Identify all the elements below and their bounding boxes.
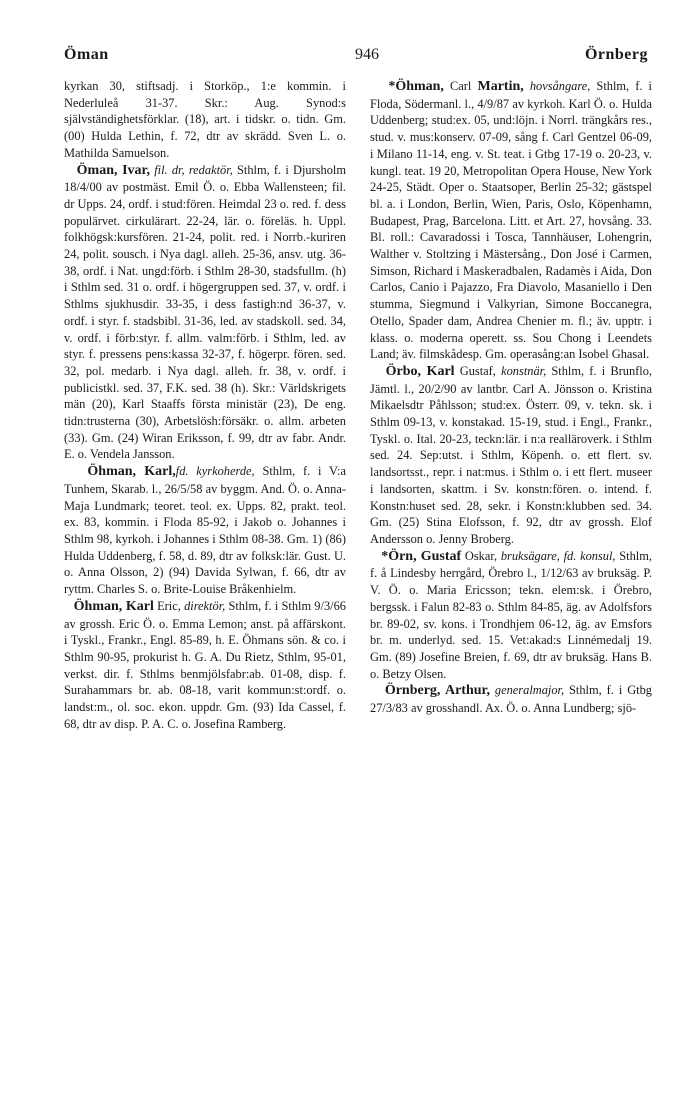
entry-text: Sthlm, f. i V:a Tunhem, Skarab. l., 26/5/58 av byggm. And. Ö. o. Anna-Maja Lundmark; teoret. teol. ex. Upps. 82, prakt. teol. ex. 83, kommin. i Floda 85-92, i Jakob o. Johannes i Sthlm 98, kyrkoh. i Johannes i Sthlm 08-38. Gm. 1) (86) Hulda Uddenberg, f. 58, d. 89, dtr av folksk:lär. Gust. U. o. Anna Olsson, 2) (94) Davida Sylwan, f. 66, dtr av ryttm. Charles S. o. Brite-Louise Bråkenhielm. [64,464,346,597]
entry-forenames: Oskar, [461,548,498,563]
entry-title: fd. kyrkoherde, [175,464,255,479]
entry-orn-gustaf [370,548,652,683]
entry-text: Sthlm, f. i Sthlm 9/3/66 av grossh. Eric Ö. o. Emma Lemon; anst. på affärskont. i Tyskl., Frankr., Engl. 85-89, h. E. Öhmans sön. & co. i Sthlm 90-95, prokurist h. G. A. Du Rietz, Sthlm, 95-01, verkst. dir. f. Sthlms benmjölsfabr:ab. 01-08, disp. f. Surahammars br. ab. 08-18, varit kommun:st:ordf. o. landst:m., ol. soc. ekon. uppdr. Gm. (93) Ida Cassel, f. 68, dtr av disp. P. A. C. o. Josefina Ramberg. [64,598,346,731]
entry-text: Sthlm, f. i Gtbg 27/3/83 av grosshandl. Ax. Ö. o. Anna Lundberg; sjö- [370,683,652,716]
entry-title: bruksägare, fd. konsul, [500,548,616,563]
entry-title: hovsångare, [529,79,591,93]
running-header [64,40,652,68]
header-right-word: Örnberg [584,46,648,63]
header-left-word: Öman [64,46,109,63]
entry-ohman-karl-eric [64,598,346,733]
entry-name: *Örn, Gustaf [381,548,462,564]
entry-orbo-karl [370,363,652,548]
entry-text: Sthlm, f. å Lindesby herrgård, Örebro l., 1/12/63 av bruksäg. P. V. Ö. o. Maria Ericsson; tekn. elem:sk. i Örebro, bergssk. i Falun 82-83 o. Sthlm 84-85, äg. av Adolfsfors br. 89-02, sv. kons. i Trondhjem 06-12, äg. av Emsfors br. m. underlyd. sed. 15. Vet:akad:s Linnémedalj 19. Gm. (89) Josefine Breien, f. 69, dtr av bruksäg. Hans B. o. Betzy Olsen. [370,548,652,681]
left-column [64,78,346,732]
text-columns [64,78,652,732]
entry-ohman-karl-kyrkoherde [64,463,346,598]
entry-text: kyrkan 30, stiftsadj. i Storköp., 1:e kommin. i Nederluleå 31-37. Skr.: Aug. Synod:s självständighetsförklar. (18), art. i tidskr. o. tidn. Gm. (00) Hulda Lethin, f. 72, dtr av skrädd. Sven L. o. Mathilda Samuelson. [64,79,346,160]
entry-name: Örbo, Karl [385,363,455,379]
entry-forenames: Gustaf, [454,363,496,378]
entry-ornberg-arthur [370,682,652,716]
entry-title: direktör, [184,598,226,613]
entry-ohman-carl-martin [370,78,652,363]
entry-title: fil. dr, redaktör, [154,162,233,177]
entry-name: Öman, Ivar, [76,162,150,178]
entry-forenames: Carl [443,79,478,93]
entry-name: *Öhman, [388,79,444,94]
right-column [370,78,652,732]
entry-name: Öhman, Karl, [87,464,176,480]
entry-title: konstnär, [501,363,547,378]
entry-continuation [64,78,346,162]
entry-name: Örnberg, Arthur, [384,683,490,699]
entry-forenames: Eric, [153,598,181,613]
entry-text: Sthlm, f. i Djursholm 18/4/00 av postmäst. Emil Ö. o. Ebba Wallensteen; fil. dr Upps. 24, ordf. i stud:fören. Heimdal 23 o. red. f. dess populärvet. cirkulärart. 22-24, lär. o. föreläs. h. Uppl. folkhögsk:kursfören. 21-24, polit. red. i Norrb.-kuriren 24, polit. sousch. i Nya dagl. alleh. 25-36, ansv. utg. 36-38, ordf. i Nat. ungd:förb. i Sthlm 28-30, stadsfullm. (h) i Sthlm sed. 31 o. ordf. i högergruppen sed. 37, v. ordf. i Sthlms sjukhusdir. 33-35, i dess fastigh:nd 36-37, v. ordf. i styr. f. stadsbibl. 31-36, led. av stadskoll. sed. 34, v. ordf. i förb:styr. f. allm. valm:förb. i Sthlm, led. av styr. f. pressens pens:kassa 32-37, f. högerpr. fören. sed. 32, pol. medarb. i Nya dagl. alleh. fr. 38, v. ordf. i publicistkl. sed. 37, F.K. sed. 38 (h). Skr.: Världskrigets män (20), Karl Staaffs första ministär (23), De eng. tidn:trusterna (30), Arbetslösh:försäkr. o. allm. arbeten (33). Gm. (24) Wiran Eriksson, f. 99, dtr av fabr. Andr. E. o. Vendela Jansson. [64,162,347,462]
entry-text: Sthlm, f. i Brunflo, Jämtl. l., 20/2/90 av lantbr. Carl A. Jönsson o. Kristina Mikaelsdtr Påhlsson; stud:ex. Österr. 09, v. tekn. sk. i Sthlm 09-13, v. konstakad. 15-19, stud. i Engl., Frankr., Tyskl. o. Ital. 20-23, teckn:lär. i n:a realläroverk. i Sthlm sed. 24. Sep:utst. i Sthlm, Köpenh. o. ett flert. sv. landsortsst., repr. i nat:mus. i Sthlm o. i ett flert. museer i landsorten, skattm. i Sv. konstn:fören. o. intend. f. Konstn:huset sed. 28, sekr. i Konstn:klubben sed. 34. Gm. (25) Stina Elofsson, f. 92, dtr av grossh. Elof Andersson o. Jenny Broberg. [370,363,653,546]
entry-oman-ivar [64,162,346,464]
entry-name-second: Martin, [477,79,524,94]
entry-name: Öhman, Karl [73,598,154,614]
entry-text: Sthlm, f. i Floda, Södermanl. l., 4/9/87 av kyrkoh. Karl Ö. o. Hulda Uddenberg; stud:ex. 05, und:löjn. i Norrl. trängkårs res., stud. v. mus:konserv. 07-09, sång f. Carl Gentzel 06-09, i Milano 11-14, eng. v. St. teat. i Gtbg 17-19 o. 20-23, v. kungl. teat. 19 20, Metropolitan Opera House, New York 24-25, Städt. Oper o. Staatsoper, Berlin 25-32; gästspel bl. a. i London, Berlin, Wien, Paris, Oslo, Köpenhamn, Budapest, Prag, Barcelona. Litt. et Art. 27, hovsång. 33. Bl. roll.: Cavaradossi i Tosca, Tannhäuser, Lohengrin, Walther v. Stoltzing i Mästersång., Don José i Carmen, Simson, Richard i Maskeradbalen, Radamès i Aida, Don Carlos, Canio i Pajazzo, Fra Diavolo, Masaniello i Den stumma, Siegmund i Valkyrian, Simone Boccanegra, Otello, Spader dam, Andrea Chenier m. fl.; äv. upptr. i klass. o. moderna operett. ss. Sou Chong i Leendets Land; äv. filmskådesp. Gm. operasång:an Isobel Ghasal. [370,79,652,362]
entry-title: generalmajor, [494,683,565,698]
page-number: 946 [355,46,379,63]
